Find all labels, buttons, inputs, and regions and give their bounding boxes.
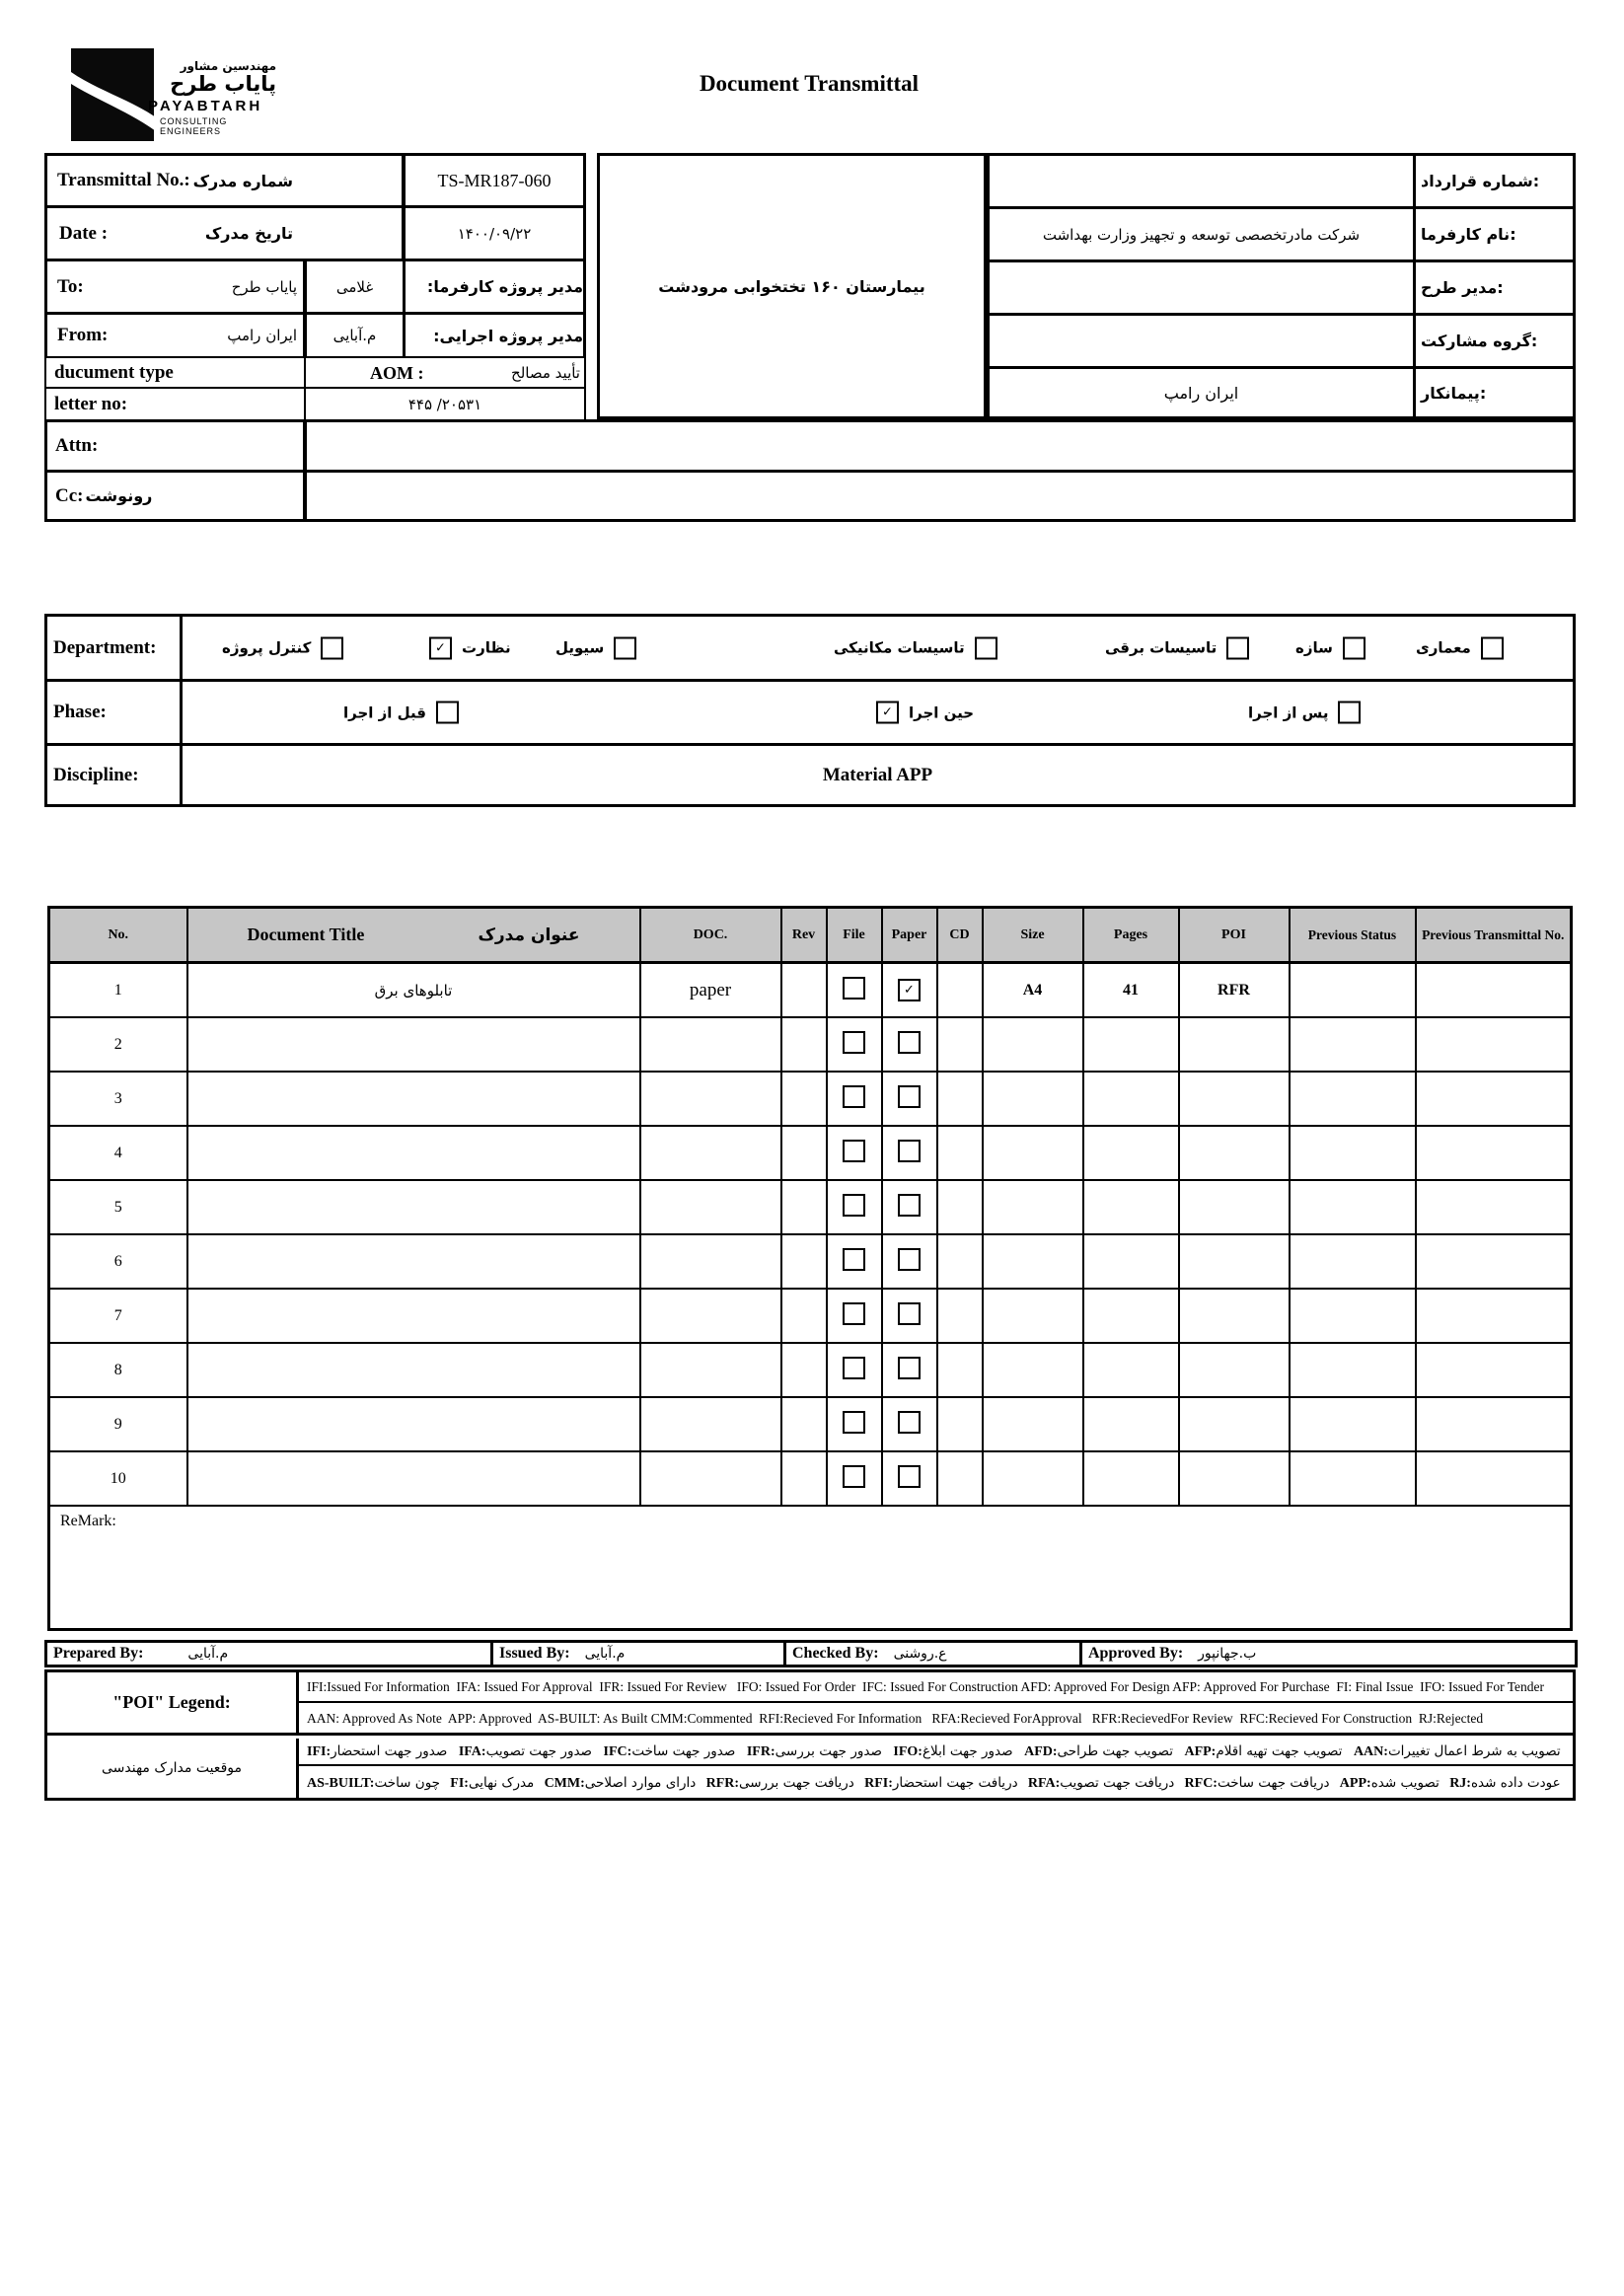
- transmittal-no-label: Transmittal No.:: [57, 170, 190, 190]
- row-pages: [1083, 1072, 1179, 1126]
- row-no: 2: [49, 1017, 187, 1072]
- row-poi: [1179, 1397, 1290, 1451]
- table-header-row: [49, 908, 1572, 963]
- row-pages: [1083, 1234, 1179, 1289]
- legend-pair: RFR: دریافت جهت بررسی: [705, 1774, 859, 1791]
- row-prev-status: [1290, 1397, 1416, 1451]
- issued-by-cell: Issued By: م.آبایی: [493, 1643, 786, 1665]
- row-cd: [937, 1180, 983, 1234]
- row-prev-transmittal: [1416, 1017, 1572, 1072]
- row-poi: [1179, 1017, 1290, 1072]
- transmittal-no-label-fa: شماره مدرک: [192, 171, 293, 190]
- document-row: [49, 1072, 1572, 1126]
- phase-after-option: پس از اجرا: [1248, 702, 1361, 724]
- logo-company-name: PAYABTARH: [148, 98, 263, 115]
- logo-swoosh-icon: [71, 48, 154, 141]
- col-cd: CD: [937, 908, 983, 963]
- paper-checkbox: [882, 1017, 937, 1072]
- paper-checkbox: [898, 1140, 921, 1162]
- logo-text: [148, 59, 276, 136]
- dept-project-control-option: کنترل پروژه: [222, 636, 343, 659]
- client-name-value: شرکت مادرتخصصی توسعه و تجهیز وزارت بهداشت: [987, 206, 1416, 262]
- row-poi: [1179, 1126, 1290, 1180]
- row-cd: [937, 1343, 983, 1397]
- row-prev-status: [1290, 1289, 1416, 1343]
- row-pages: [1083, 1343, 1179, 1397]
- dept-architecture-checkbox: [1481, 636, 1504, 659]
- row-no: 7: [49, 1289, 187, 1343]
- row-prev-status: [1290, 1343, 1416, 1397]
- partnership-group-label: گروه مشارکت:: [1413, 313, 1576, 369]
- row-cd: [937, 1397, 983, 1451]
- discipline-value-cell: [180, 743, 1576, 807]
- legend-pair: AFD: تصویب جهت طراحی: [1024, 1742, 1178, 1759]
- row-no: 5: [49, 1180, 187, 1234]
- row-cd: [937, 1017, 983, 1072]
- row-size: [983, 1397, 1083, 1451]
- dept-supervision-option: ✓ نظارت: [429, 636, 511, 659]
- row-no: 8: [49, 1343, 187, 1397]
- col-rev: Rev: [781, 908, 827, 963]
- phase-options-row: [180, 679, 1576, 746]
- row-prev-status: [1290, 963, 1416, 1018]
- document-row: [49, 1180, 1572, 1234]
- file-checkbox: [843, 1031, 865, 1054]
- row-no: 10: [49, 1451, 187, 1506]
- document-row: [49, 963, 1572, 1018]
- legend-pair: APP: تصویب شده: [1339, 1774, 1444, 1791]
- paper-checkbox: [882, 1397, 937, 1451]
- file-checkbox: [827, 1017, 882, 1072]
- phase-during-checkbox: [876, 702, 899, 724]
- row-cd: [937, 1072, 983, 1126]
- cc-label-fa: رونوشت: [85, 486, 153, 505]
- contract-no-value: [987, 153, 1416, 209]
- dept-electrical-checkbox: [1226, 636, 1249, 659]
- row-size: [983, 1017, 1083, 1072]
- row-prev-transmittal: [1416, 1126, 1572, 1180]
- dept-mechanical-checkbox: [975, 636, 997, 659]
- row-pages: [1083, 1017, 1179, 1072]
- row-title: [187, 1451, 640, 1506]
- dept-architecture-option: معماری: [1416, 636, 1504, 659]
- paper-checkbox: [898, 1357, 921, 1379]
- row-rev: [781, 1289, 827, 1343]
- col-no: No.: [49, 908, 187, 963]
- row-prev-status: [1290, 1072, 1416, 1126]
- paper-checkbox: [898, 1411, 921, 1434]
- attn-value: [304, 419, 1576, 473]
- row-prev-transmittal: [1416, 1343, 1572, 1397]
- prepared-by-cell: Prepared By: م.آبایی: [47, 1643, 493, 1665]
- row-prev-transmittal: [1416, 1289, 1572, 1343]
- row-size: [983, 1126, 1083, 1180]
- paper-checkbox: [898, 1194, 921, 1217]
- discipline-value: Material APP: [822, 764, 933, 785]
- project-manager-label: مدیر طرح:: [1413, 259, 1576, 316]
- dept-project-control-checkbox: [321, 636, 343, 659]
- signatures-row: [44, 1640, 1578, 1667]
- legend-pair: CMM: دارای موارد اصلاحی: [544, 1774, 701, 1791]
- department-options-row: [180, 614, 1576, 682]
- row-pages: [1083, 1397, 1179, 1451]
- row-cd: [937, 963, 983, 1018]
- legend-pair: RFC: دریافت جهت ساخت: [1184, 1774, 1334, 1791]
- row-prev-transmittal: [1416, 1234, 1572, 1289]
- from-value: ایران رامپ: [227, 327, 297, 344]
- legend-pair: IFO: صدور جهت ابلاغ: [893, 1742, 1017, 1759]
- dept-mechanical-option: تاسیسات مکانیکی: [834, 636, 997, 659]
- row-cd: [937, 1289, 983, 1343]
- legend-pair: AFP: تصویب جهت تهیه اقلام: [1184, 1742, 1347, 1759]
- file-checkbox: [843, 1465, 865, 1488]
- project-name: بیمارستان ۱۶۰ تختخوابی مرودشت: [658, 276, 925, 296]
- row-title: [187, 1397, 640, 1451]
- row-no: 1: [49, 963, 187, 1018]
- row-poi: [1179, 1451, 1290, 1506]
- row-doc: [640, 1126, 781, 1180]
- document-row: [49, 1397, 1572, 1451]
- row-poi: RFR: [1179, 963, 1290, 1018]
- legend-pair: IFC: صدور جهت ساخت: [603, 1742, 740, 1759]
- file-checkbox: [827, 1126, 882, 1180]
- phase-after-checkbox: [1338, 702, 1361, 724]
- file-checkbox: [827, 1072, 882, 1126]
- approved-by-value: ب.جهانپور: [1198, 1646, 1257, 1662]
- to-label: To:: [57, 275, 84, 297]
- row-poi: [1179, 1343, 1290, 1397]
- col-paper: Paper: [882, 908, 937, 963]
- file-checkbox: [827, 1451, 882, 1506]
- row-prev-status: [1290, 1451, 1416, 1506]
- to-person: غلامی: [304, 259, 406, 315]
- paper-checkbox: [882, 1289, 937, 1343]
- file-checkbox: [843, 1140, 865, 1162]
- row-rev: [781, 963, 827, 1018]
- legend-pair: FI: مدرک نهایی: [450, 1774, 539, 1791]
- row-pages: [1083, 1180, 1179, 1234]
- legend-pair: IFI: صدور جهت استحضار: [307, 1742, 452, 1759]
- paper-checkbox: [882, 1234, 937, 1289]
- file-checkbox: [843, 977, 865, 1000]
- date-label-cell: [44, 205, 405, 261]
- contractor-value: ایران رامپ: [987, 366, 1416, 419]
- transmittal-no-value: TS-MR187-060: [403, 153, 586, 208]
- legend-pair: RJ: عودت داده شده: [1449, 1774, 1565, 1791]
- row-prev-transmittal: [1416, 1180, 1572, 1234]
- row-size: [983, 1289, 1083, 1343]
- legend-en-line2: AAN: Approved As Note APP: Approved AS-BUILT: As Built CMM:Commented RFI:Recieved For Information RFA:Recieved ForApproval RFR:RecievedFor Review RFC:Recieved For Construction RJ:Rejected: [299, 1705, 1573, 1736]
- row-cd: [937, 1126, 983, 1180]
- row-size: [983, 1234, 1083, 1289]
- row-poi: [1179, 1289, 1290, 1343]
- row-no: 3: [49, 1072, 187, 1126]
- to-role: مدیر پروژه کارفرما:: [403, 259, 586, 315]
- dept-supervision-checkbox: [429, 636, 452, 659]
- row-doc: [640, 1234, 781, 1289]
- row-prev-transmittal: [1416, 1451, 1572, 1506]
- phase-label-cell: Phase:: [44, 679, 183, 746]
- row-cd: [937, 1234, 983, 1289]
- row-title: [187, 1126, 640, 1180]
- row-pages: 41: [1083, 963, 1179, 1018]
- dept-civil-option: سیویل: [555, 636, 636, 659]
- documents-table: [47, 906, 1573, 1631]
- document-row: [49, 1451, 1572, 1506]
- row-title: تابلوهای برق: [187, 963, 640, 1018]
- paper-checkbox: [882, 1180, 937, 1234]
- row-prev-status: [1290, 1126, 1416, 1180]
- document-row: [49, 1289, 1572, 1343]
- file-checkbox: [827, 1180, 882, 1234]
- row-doc: paper: [640, 963, 781, 1018]
- logo-tagline: CONSULTING ENGINEERS: [160, 116, 228, 137]
- phase-during-option: ✓ حین اجرا: [876, 702, 974, 724]
- checked-by-cell: Checked By: ع.روشنی: [786, 1643, 1082, 1665]
- remark-row: [49, 1506, 1572, 1630]
- row-title: [187, 1289, 640, 1343]
- row-prev-transmittal: [1416, 1397, 1572, 1451]
- partnership-group-value: [987, 313, 1416, 369]
- paper-checkbox: [898, 979, 921, 1001]
- row-title: [187, 1343, 640, 1397]
- row-rev: [781, 1072, 827, 1126]
- remark-cell: ReMark:: [49, 1506, 1572, 1630]
- legend-pair: AS-BUILT: چون ساخت: [307, 1774, 445, 1791]
- department-label-cell: Department:: [44, 614, 183, 682]
- attn-label-cell: Attn:: [44, 419, 306, 473]
- paper-checkbox: [882, 1451, 937, 1506]
- row-prev-status: [1290, 1017, 1416, 1072]
- legend-pair: RFI: دریافت جهت استحضار: [864, 1774, 1022, 1791]
- letter-no-label-cell: letter no:: [44, 387, 306, 422]
- from-person: م.آبایی: [304, 312, 406, 359]
- from-role: مدیر پروژه اجرایی:: [403, 312, 586, 359]
- letter-no-value: ۴۴۵ /۲۰۵۳۱: [304, 387, 586, 422]
- row-title: [187, 1017, 640, 1072]
- poi-legend-label: "POI" Legend:: [47, 1672, 299, 1736]
- legend-pair: IFR: صدور جهت بررسی: [746, 1742, 887, 1759]
- row-title: [187, 1234, 640, 1289]
- paper-checkbox: [882, 1126, 937, 1180]
- from-cell: [44, 312, 306, 359]
- row-doc: [640, 1451, 781, 1506]
- dept-structure-checkbox: [1343, 636, 1366, 659]
- phase-before-checkbox: [436, 702, 459, 724]
- paper-checkbox: [898, 1465, 921, 1488]
- checked-by-value: ع.روشنی: [893, 1646, 947, 1662]
- file-checkbox: [843, 1302, 865, 1325]
- row-size: [983, 1343, 1083, 1397]
- row-no: 6: [49, 1234, 187, 1289]
- from-label: From:: [57, 325, 109, 345]
- file-checkbox: [843, 1357, 865, 1379]
- row-prev-status: [1290, 1234, 1416, 1289]
- engineering-docs-status-label: موقعیت مدارک مهندسی: [47, 1739, 299, 1798]
- row-doc: [640, 1397, 781, 1451]
- col-file: File: [827, 908, 882, 963]
- row-prev-transmittal: [1416, 963, 1572, 1018]
- paper-checkbox: [898, 1085, 921, 1108]
- dept-structure-option: سازه: [1295, 636, 1366, 659]
- row-poi: [1179, 1180, 1290, 1234]
- row-rev: [781, 1234, 827, 1289]
- row-poi: [1179, 1234, 1290, 1289]
- file-checkbox: [843, 1085, 865, 1108]
- cc-label-cell: [44, 470, 306, 522]
- row-pages: [1083, 1126, 1179, 1180]
- col-pages: Pages: [1083, 908, 1179, 963]
- discipline-label-cell: Discipline:: [44, 743, 183, 807]
- document-row: [49, 1343, 1572, 1397]
- row-size: [983, 1451, 1083, 1506]
- legend-fa-line2: [299, 1768, 1573, 1798]
- contractor-label: پیمانکار:: [1413, 366, 1576, 419]
- to-cell: [44, 259, 306, 315]
- file-checkbox: [827, 963, 882, 1018]
- legend-pair: IFA: صدور جهت تصویب: [458, 1742, 597, 1759]
- logo-fa-small: مهندسین مشاور: [180, 59, 276, 73]
- paper-checkbox: [898, 1248, 921, 1271]
- row-rev: [781, 1451, 827, 1506]
- transmittal-no-label-cell: [44, 153, 405, 208]
- dept-electrical-option: تاسیسات برقی: [1105, 636, 1249, 659]
- row-size: [983, 1072, 1083, 1126]
- row-cd: [937, 1451, 983, 1506]
- row-size: [983, 1180, 1083, 1234]
- paper-checkbox: [882, 963, 937, 1018]
- paper-checkbox: [898, 1031, 921, 1054]
- document-type-value-fa: تأیید مصالح: [511, 364, 580, 382]
- document-type-value-cell: [304, 356, 586, 390]
- project-name-cell: [597, 153, 987, 419]
- legend-en-line1: IFI:Issued For Information IFA: Issued For Approval IFR: Issued For Review IFO: Issued For Order IFC: Issued For Construction AFD: Approved For Design AFP: Approved For Purchase FI: Final Issue IFO: Issued For Tender: [299, 1672, 1573, 1703]
- row-no: 9: [49, 1397, 187, 1451]
- logo-fa-large: پایاب طرح: [170, 72, 276, 96]
- row-prev-transmittal: [1416, 1072, 1572, 1126]
- file-checkbox: [827, 1234, 882, 1289]
- row-doc: [640, 1017, 781, 1072]
- row-pages: [1083, 1451, 1179, 1506]
- row-rev: [781, 1343, 827, 1397]
- document-type-label-cell: ducument type: [44, 356, 306, 390]
- document-row: [49, 1126, 1572, 1180]
- col-prev-status: Previous Status: [1290, 908, 1416, 963]
- row-prev-status: [1290, 1180, 1416, 1234]
- client-name-label: نام کارفرما:: [1413, 206, 1576, 262]
- approved-by-cell: Approved By: ب.جهانپور: [1088, 1645, 1257, 1662]
- document-row: [49, 1234, 1572, 1289]
- paper-checkbox: [898, 1302, 921, 1325]
- file-checkbox: [827, 1343, 882, 1397]
- document-type-value: AOM :: [370, 362, 424, 383]
- row-no: 4: [49, 1126, 187, 1180]
- contract-no-label: شماره قرارداد:: [1413, 153, 1576, 209]
- issued-by-value: م.آبایی: [584, 1646, 626, 1662]
- row-doc: [640, 1180, 781, 1234]
- file-checkbox: [843, 1248, 865, 1271]
- file-checkbox: [843, 1194, 865, 1217]
- payabtarh-logo-icon: [71, 48, 154, 141]
- col-poi: POI: [1179, 908, 1290, 963]
- date-label: Date :: [59, 222, 109, 244]
- paper-checkbox: [882, 1343, 937, 1397]
- row-poi: [1179, 1072, 1290, 1126]
- cc-value: [304, 470, 1576, 522]
- prepared-by-value: م.آبایی: [187, 1646, 229, 1662]
- col-prev-transmittal: Previous Transmittal No.: [1416, 908, 1572, 963]
- legend-pair: RFA: دریافت جهت تصویب: [1027, 1774, 1179, 1791]
- phase-before-option: قبل از اجرا: [343, 702, 459, 724]
- legend-fa-line1: [299, 1739, 1573, 1766]
- file-checkbox: [827, 1289, 882, 1343]
- document-row: [49, 1017, 1572, 1072]
- row-rev: [781, 1017, 827, 1072]
- col-size: Size: [983, 908, 1083, 963]
- col-title: Document Title عنوان مدرک: [187, 908, 640, 963]
- date-label-fa: تاریخ مدرک: [204, 224, 293, 243]
- row-doc: [640, 1289, 781, 1343]
- row-pages: [1083, 1289, 1179, 1343]
- row-title: [187, 1180, 640, 1234]
- date-value: ۱۴۰۰/۰۹/۲۲: [403, 205, 586, 261]
- row-rev: [781, 1180, 827, 1234]
- cc-label: Cc:: [55, 484, 84, 506]
- page-title: Document Transmittal: [699, 71, 920, 96]
- col-doc: DOC.: [640, 908, 781, 963]
- dept-civil-checkbox: [614, 636, 636, 659]
- poi-legend: [44, 1669, 1576, 1801]
- paper-checkbox: [882, 1072, 937, 1126]
- to-value: پایاب طرح: [231, 277, 297, 296]
- file-checkbox: [827, 1397, 882, 1451]
- row-title: [187, 1072, 640, 1126]
- legend-pair: AAN: تصویب به شرط اعمال تغییرات: [1353, 1742, 1565, 1759]
- file-checkbox: [843, 1411, 865, 1434]
- row-rev: [781, 1397, 827, 1451]
- row-doc: [640, 1072, 781, 1126]
- row-size: A4: [983, 963, 1083, 1018]
- project-manager-value: [987, 259, 1416, 316]
- row-rev: [781, 1126, 827, 1180]
- row-doc: [640, 1343, 781, 1397]
